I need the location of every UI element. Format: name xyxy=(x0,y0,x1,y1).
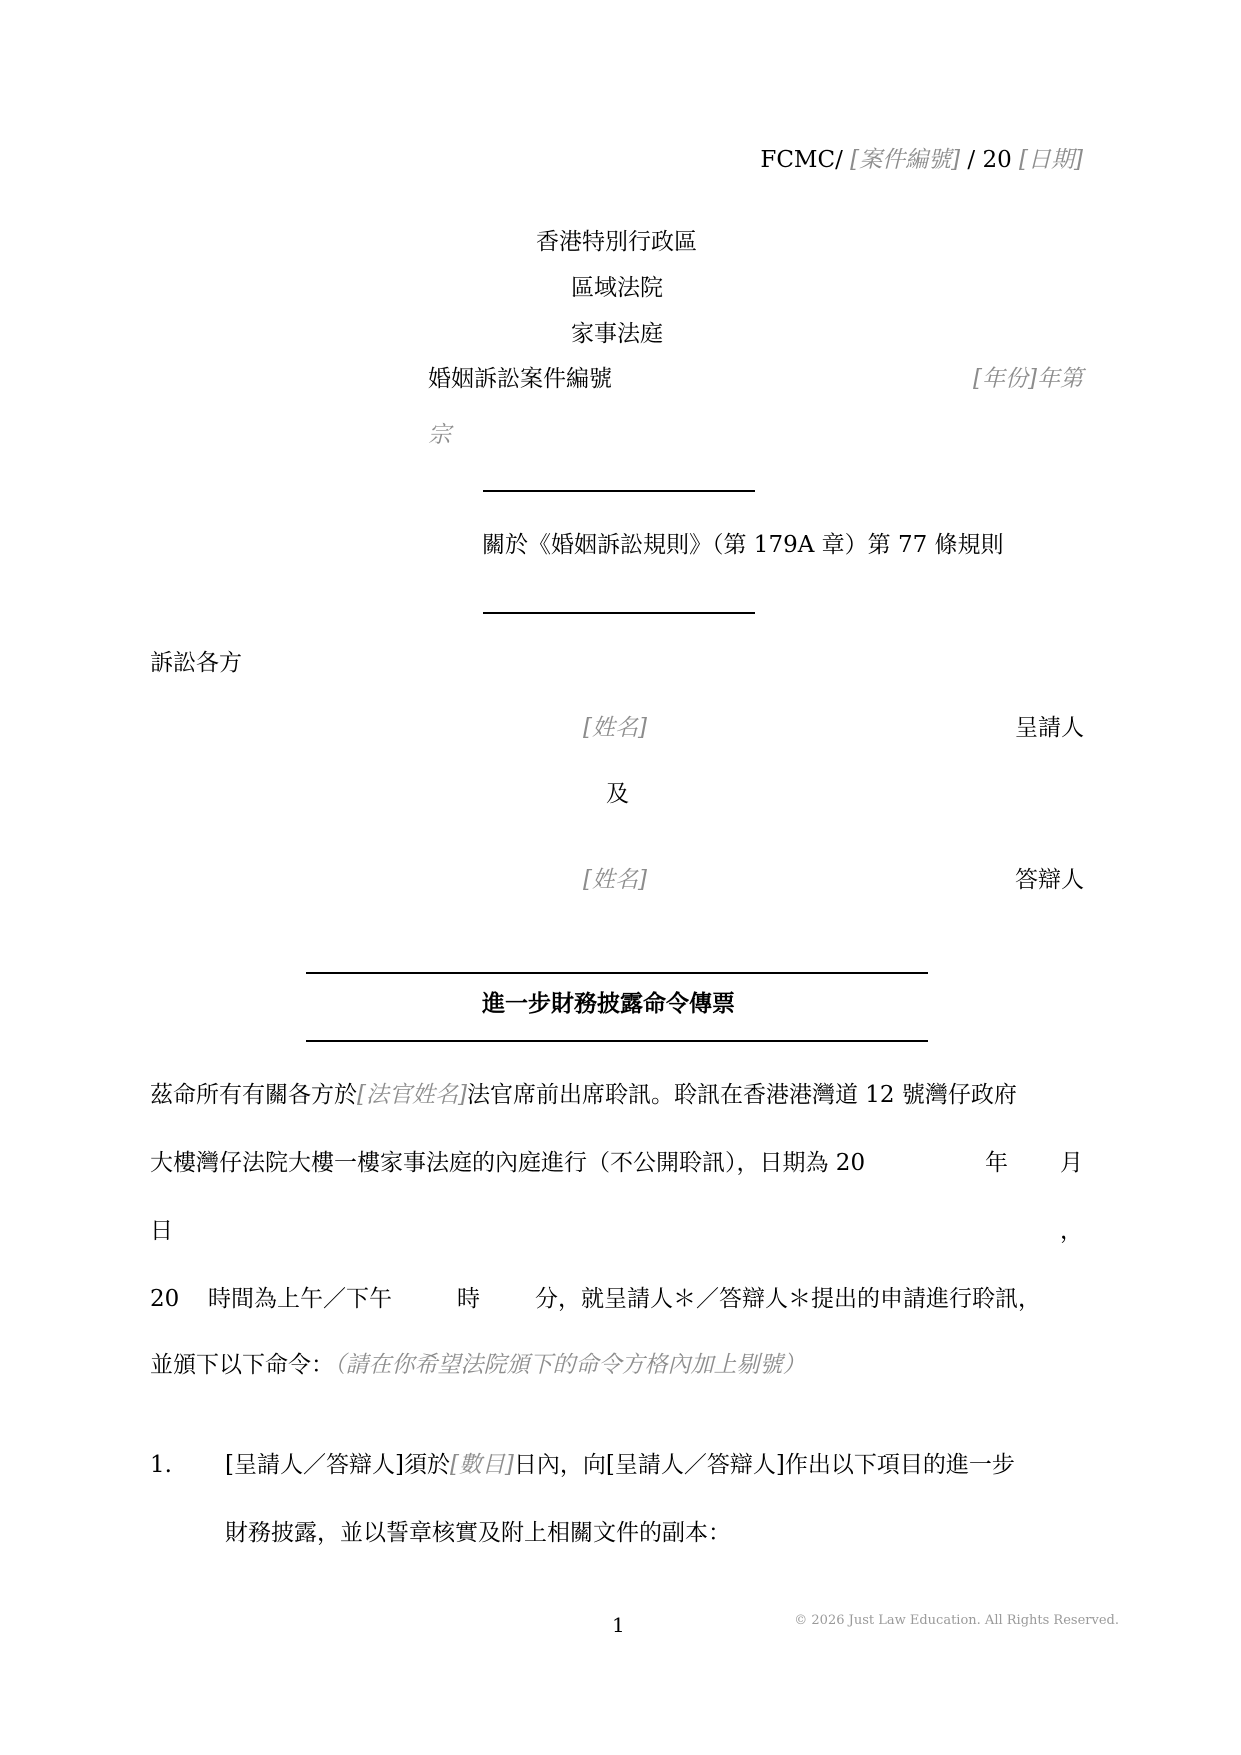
respondent-name-placeholder: [姓名] xyxy=(583,867,647,893)
case-ref-prefix: FCMC/ xyxy=(760,147,843,173)
title-rule-bottom xyxy=(306,1040,928,1042)
document-title: 進一步財務披露命令傳票 xyxy=(482,990,735,1017)
hearing-month-label: 月 xyxy=(1060,1150,1083,1176)
hearing-time-label: 時間為上午／下午 xyxy=(208,1286,392,1312)
hearing-hour-label: 時 xyxy=(457,1286,480,1312)
petitioner-name-placeholder: [姓名] xyxy=(583,715,647,741)
judge-name-placeholder: [法官姓名] xyxy=(357,1082,467,1108)
body-line-5 xyxy=(150,1352,806,1380)
item-1-line-2: 財務披露，並以誓章核實及附上相關文件的副本： xyxy=(225,1520,731,1546)
page-number: 1 xyxy=(612,1613,625,1637)
body-line-2: 大樓灣仔法院大樓一樓家事法庭的內庭進行（不公開聆訊），日期為 20 xyxy=(150,1150,866,1176)
order-intro: 並頒下以下命令： xyxy=(150,1352,334,1378)
parties-and: 及 xyxy=(606,781,629,807)
hearing-year-label: 年 xyxy=(985,1150,1008,1176)
days-placeholder: [數目] xyxy=(449,1452,514,1478)
case-ref-separator: / 20 xyxy=(967,147,1012,173)
case-label: 婚姻訴訟案件編號 xyxy=(428,366,612,392)
item-1-line-1 xyxy=(225,1452,1015,1480)
case-year-suffix: 年第 xyxy=(1037,366,1083,392)
hearing-day-comma: ， xyxy=(1060,1218,1083,1244)
case-year-placeholder: [年份] xyxy=(973,366,1037,392)
hearing-day-label: 日 xyxy=(150,1218,173,1244)
case-year xyxy=(973,366,1083,394)
case-reference xyxy=(760,147,1083,175)
court-name: 區域法院 xyxy=(571,275,663,301)
title-rule-top xyxy=(306,972,928,974)
petitioner-role: 呈請人 xyxy=(1015,715,1084,741)
parties-heading: 訴訟各方 xyxy=(150,650,242,676)
respondent-role: 答辯人 xyxy=(1015,867,1084,893)
case-number-end: 宗 xyxy=(428,422,451,448)
item-1-start: [呈請人／答辯人]須於 xyxy=(225,1452,450,1478)
rule-divider-top xyxy=(483,490,755,492)
order-instruction-placeholder: （請在你希望法院頒下的命令方格內加上剔號） xyxy=(334,1352,806,1378)
hearing-minute-text: 分，就呈請人＊／答辯人＊提出的申請進行聆訊， xyxy=(535,1286,1041,1312)
body-line-1 xyxy=(150,1082,1017,1110)
hearing-year-prefix: 20 xyxy=(150,1286,180,1312)
court-division: 家事法庭 xyxy=(571,321,663,347)
body-line-1-start: 茲命所有有關各方於 xyxy=(150,1082,357,1108)
rule-divider-bottom xyxy=(483,612,755,614)
body-line-1-end: 法官席前出席聆訊。聆訊在香港港灣道 12 號灣仔政府 xyxy=(466,1082,1017,1108)
item-1-number: 1. xyxy=(150,1452,172,1478)
item-1-end: 日內，向[呈請人／答辯人]作出以下項目的進一步 xyxy=(513,1452,1015,1478)
copyright-notice: © 2026 Just Law Education. All Rights Reserved. xyxy=(794,1613,1119,1628)
case-date-placeholder: [日期] xyxy=(1019,147,1083,173)
rule-reference: 關於《婚姻訴訟規則》（第 179A 章）第 77 條規則 xyxy=(482,532,1004,558)
case-number-placeholder: [案件編號] xyxy=(850,147,961,173)
court-region: 香港特別行政區 xyxy=(536,229,697,255)
